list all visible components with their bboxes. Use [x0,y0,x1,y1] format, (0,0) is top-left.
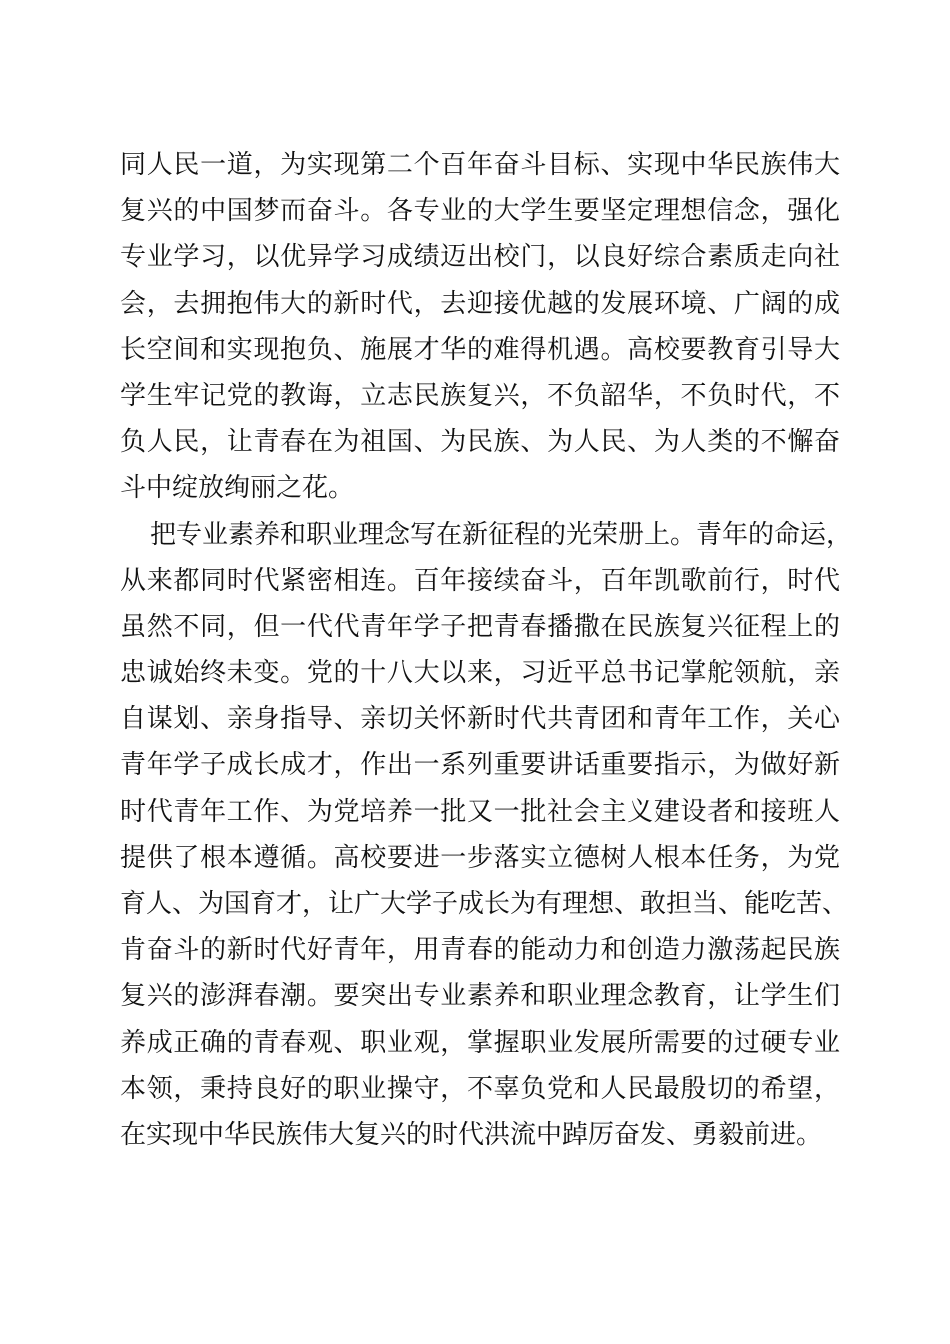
text-line: 自谋划、亲身指导、亲切关怀新时代共青团和青年工作，关心 [120,704,840,735]
text-line: 专业学习，以优异学习成绩迈出校门，以良好综合素质走向社 [120,242,840,273]
text-line: 提供了根本遵循。高校要进一步落实立德树人根本任务，为党 [120,842,840,873]
text-line: 时代青年工作、为党培养一批又一批社会主义建设者和接班人 [120,796,840,827]
text-line: 忠诚始终未变。党的十八大以来，习近平总书记掌舵领航，亲 [120,658,840,689]
document-body [120,142,853,1158]
text-line: 本领，秉持良好的职业操守，不辜负党和人民最殷切的希望， [120,1073,840,1104]
text-line: 肯奋斗的新时代好青年，用青春的能动力和创造力激荡起民族 [120,935,840,966]
text-line: 复兴的澎湃春潮。要突出专业素养和职业理念教育，让学生们 [120,981,840,1012]
text-line: 负人民，让青春在为祖国、为民族、为人民、为人类的不懈奋 [120,427,840,458]
text-line: 把专业素养和职业理念写在新征程的光荣册上。青年的命运， [150,519,853,550]
paragraph-2 [120,512,853,1159]
text-line: 会，去拥抱伟大的新时代，去迎接优越的发展环境、广阔的成 [120,288,840,319]
paragraph-1 [120,142,840,512]
text-line: 斗中绽放绚丽之花。 [120,473,355,504]
text-line: 育人、为国育才，让广大学子成长为有理想、敢担当、能吃苦、 [120,889,849,919]
text-line: 从来都同时代紧密相连。百年接续奋斗，百年凯歌前行，时代 [120,565,840,596]
text-line: 同人民一道，为实现第二个百年奋斗目标、实现中华民族伟大 [120,150,840,180]
text-line: 青年学子成长成才，作出一系列重要讲话重要指示，为做好新 [120,750,840,781]
text-line: 在实现中华民族伟大复兴的时代洪流中踔厉奋发、勇毅前进。 [120,1119,823,1150]
text-line: 长空间和实现抱负、施展才华的难得机遇。高校要教育引导大 [120,334,840,365]
text-line: 虽然不同，但一代代青年学子把青春播撒在民族复兴征程上的 [120,611,840,642]
text-line: 学生牢记党的教诲，立志民族复兴，不负韶华，不负时代，不 [120,380,840,411]
text-line: 养成正确的青春观、职业观，掌握职业发展所需要的过硬专业 [120,1027,840,1058]
text-line: 复兴的中国梦而奋斗。各专业的大学生要坚定理想信念，强化 [120,196,840,227]
